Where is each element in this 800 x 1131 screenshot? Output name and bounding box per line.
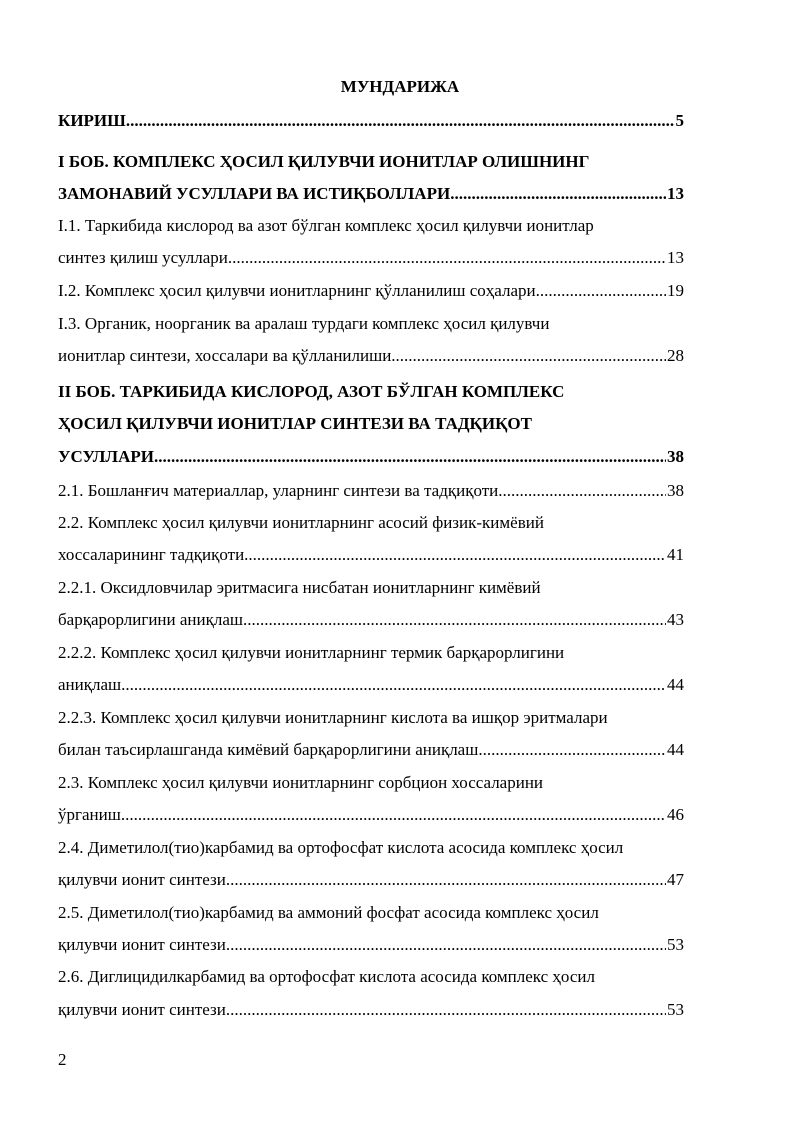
toc-page-number: 47 <box>667 870 684 889</box>
toc-line: 2.5. Диметилол(тио)карбамид ва аммоний фосфат асосида комплекс ҳосил <box>58 903 599 922</box>
toc-line: УСУЛЛАРИ ..... <box>58 446 684 468</box>
footer-page-number: 2 <box>58 1050 67 1069</box>
toc-page-number: 46 <box>667 805 684 824</box>
toc-line: ҲОСИЛ ҚИЛУВЧИ ИОНИТЛАР СИНТЕЗИ ВА ТАДҚИҚОТ <box>58 414 532 433</box>
toc-line: хоссаларининг тадқиқоти ..... <box>58 544 684 566</box>
toc-line: ионитлар синтези, хоссалари ва қўлланилиши ..... <box>58 345 684 367</box>
toc-page-number: 44 <box>667 740 684 759</box>
toc-page-number: 53 <box>667 1000 684 1019</box>
toc-page-number: 43 <box>667 610 684 629</box>
toc-line: 2.2.2. Комплекс ҳосил қилувчи ионитларнинг термик барқарорлигини <box>58 643 565 662</box>
toc-line: I.1. Таркибида кислород ва азот бўлган комплекс ҳосил қилувчи ионитлар <box>58 216 594 235</box>
toc-page-number: 13 <box>667 248 684 267</box>
toc-page-number: 53 <box>667 935 684 954</box>
toc-line: II БОБ. ТАРКИБИДА КИСЛОРОД, АЗОТ БЎЛГАН КОМПЛЕКС <box>58 382 565 401</box>
toc-page-number: 28 <box>667 346 684 365</box>
toc-line: I.3. Органик, ноорганик ва аралаш турдаги комплекс ҳосил қилувчи <box>58 314 550 333</box>
toc-line: КИРИШ ..... <box>58 110 684 132</box>
toc-line: ўрганиш ..... <box>58 804 684 826</box>
toc-line: ЗАМОНАВИЙ УСУЛЛАРИ ВА ИСТИҚБОЛЛАРИ ..... <box>58 183 684 205</box>
toc-page-number: 5 <box>675 111 684 130</box>
toc-line: I БОБ. КОМПЛЕКС ҲОСИЛ ҚИЛУВЧИ ИОНИТЛАР ОЛИШНИНГ <box>58 152 590 171</box>
toc-title: МУНДАРИЖА <box>340 77 460 96</box>
toc-line: 2.3. Комплекс ҳосил қилувчи ионитларнинг сорбцион хоссаларини <box>58 773 544 792</box>
toc-line: 2.4. Диметилол(тио)карбамид ва ортофосфат кислота асосида комплекс ҳосил <box>58 838 624 857</box>
toc-line: 2.2.3. Комплекс ҳосил қилувчи ионитларнинг кислота ва ишқор эритмалари <box>58 708 608 727</box>
toc-page-number: 44 <box>667 675 684 694</box>
toc-line: 2.1. Бошланғич материаллар, уларнинг синтези ва тадқиқоти ..... <box>58 480 684 502</box>
toc-line: 2.6. Диглицидилкарбамид ва ортофосфат кислота асосида комплекс ҳосил <box>58 967 595 986</box>
toc-line: I.2. Комплекс ҳосил қилувчи ионитларнинг қўлланилиш соҳалари ..... <box>58 280 684 302</box>
toc-page-number: 38 <box>667 447 684 466</box>
toc-line: барқарорлигини аниқлаш ..... <box>58 609 684 631</box>
toc-page-number: 41 <box>667 545 684 564</box>
toc-line: аниқлаш ..... <box>58 674 684 696</box>
toc-line: қилувчи ионит синтези ..... <box>58 869 684 891</box>
toc-line: қилувчи ионит синтези ..... <box>58 934 684 956</box>
toc-line: синтез қилиш усуллари ..... <box>58 247 684 269</box>
toc-page-number: 13 <box>667 184 684 203</box>
toc-page-number: 38 <box>667 481 684 500</box>
toc-line: 2.2. Комплекс ҳосил қилувчи ионитларнинг асосий физик-кимёвий <box>58 513 544 532</box>
toc-line: билан таъсирлашганда кимёвий барқарорлигини аниқлаш ..... <box>58 739 684 761</box>
toc-page-number: 19 <box>667 281 684 300</box>
toc-line: қилувчи ионит синтези ..... <box>58 999 684 1021</box>
toc-line: 2.2.1. Оксидловчилар эритмасига нисбатан ионитларнинг кимёвий <box>58 578 541 597</box>
